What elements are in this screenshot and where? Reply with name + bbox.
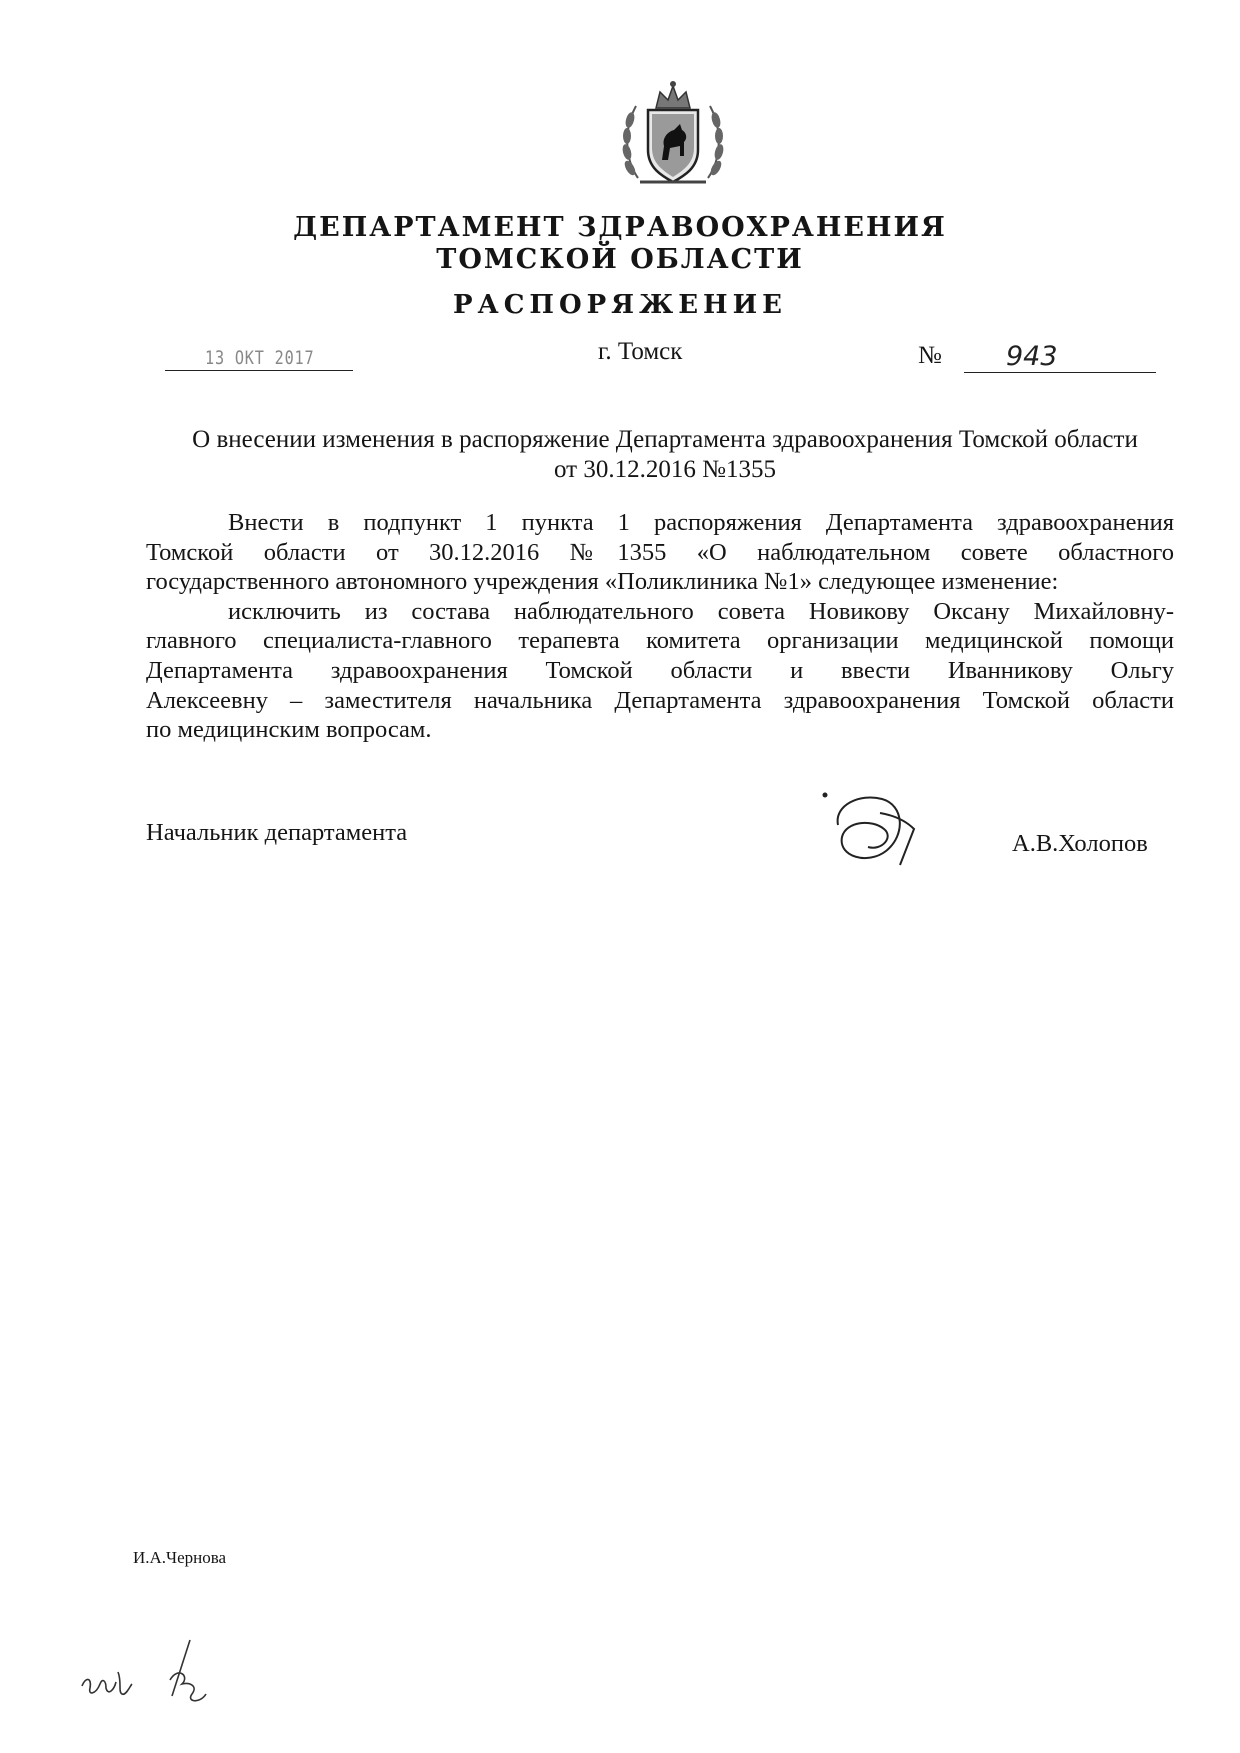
body-line: главного специалиста-главного терапевта комитета организации медицинской помощи (146, 627, 1174, 655)
body-line: Алексеевну – заместителя начальника Департамента здравоохранения Томской области (146, 686, 1174, 714)
signature-icon (820, 785, 930, 875)
document-number-field (964, 341, 1156, 373)
body-line: Департамента здравоохранения Томской области и ввести Иванникову Ольгу (146, 656, 1174, 684)
organization-name-line1: ДЕПАРТАМЕНТ ЗДРАВООХРАНЕНИЯ (293, 212, 947, 243)
date-stamp: 13 ОКТ 2017 (205, 347, 315, 369)
date-field (165, 344, 353, 371)
signer-name: А.В.Холопов (1012, 830, 1148, 857)
document-number: 943 (1006, 341, 1058, 372)
city-label: г. Томск (598, 338, 683, 365)
signer-title: Начальник департамента (146, 819, 408, 846)
handwritten-initials-icon (78, 1636, 218, 1710)
coat-of-arms-icon (618, 78, 728, 190)
body-line: исключить из состава наблюдательного совета Новикову Оксану Михайловну- (228, 597, 1174, 625)
number-sign: № (918, 342, 942, 369)
body-line: государственного автономного учреждения «Поликлиника №1» следующее изменение: (146, 568, 1059, 596)
body-line: Томской области от 30.12.2016 №1355 «О наблюдательном совете областного (146, 538, 1174, 566)
document-body (146, 508, 1174, 745)
subject-line2: от 30.12.2016 №1355 (554, 456, 776, 483)
body-line: по медицинским вопросам. (146, 716, 432, 744)
subject-line1: О внесении изменения в распоряжение Департамента здравоохранения Томской области (192, 426, 1138, 453)
document-type-title: РАСПОРЯЖЕНИЕ (453, 290, 787, 320)
organization-name-line2: ТОМСКОЙ ОБЛАСТИ (436, 244, 804, 275)
executor-name: И.А.Чернова (133, 1548, 227, 1567)
body-line: Внести в подпункт 1 пункта 1 распоряжения Департамента здравоохранения (228, 509, 1174, 536)
